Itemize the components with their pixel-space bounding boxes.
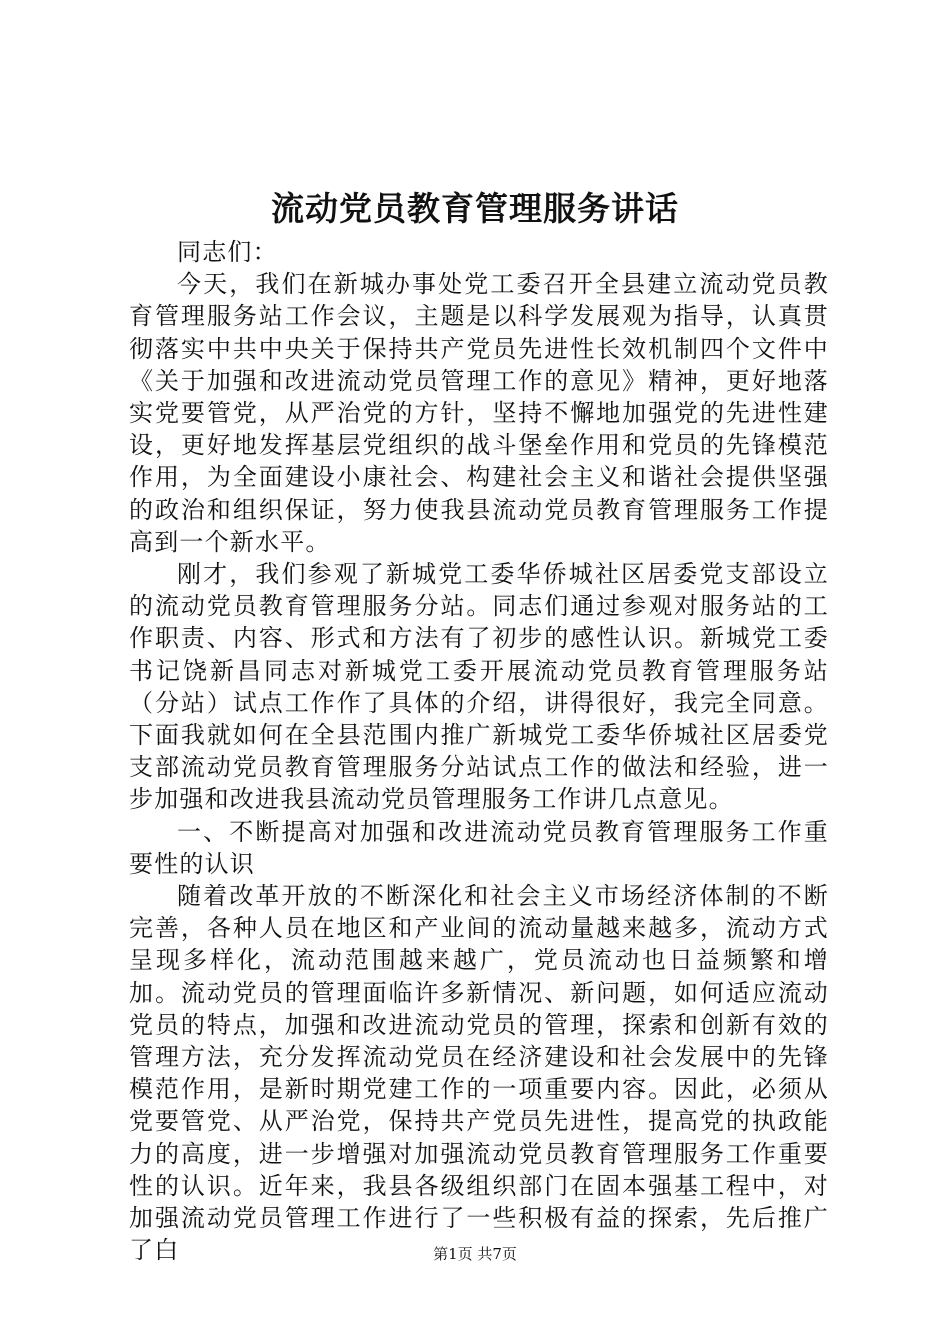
body-paragraph: 刚才，我们参观了新城党工委华侨城社区居委党支部设立的流动党员教育管理服务分站。同志们通过参观对服务站的工作职责、内容、形式和方法有了初步的感性认识。新城党工委书记饶新昌同志对新城党工委开展流动党员教育管理服务站（分站）试点工作作了具体的介绍，讲得很好，我完全同意。下面我就如何在全县范围内推广新城党工委华侨城社区居委党支部流动党员教育管理服务分站试点工作的做法和经验，进一步加强和改进我县流动党员管理服务工作讲几点意见。 (129, 560, 829, 814)
document-body (129, 236, 829, 1267)
page-number-footer: 第1页 共7页 (433, 1245, 517, 1263)
body-paragraph: 随着改革开放的不断深化和社会主义市场经济体制的不断完善，各种人员在地区和产业间的流动量越来越多，流动方式呈现多样化，流动范围越来越广，党员流动也日益频繁和增加。流动党员的管理面临许多新情况、新问题，如何适应流动党员的特点，加强和改进流动党员的管理，探索和创新有效的管理方法，充分发挥流动党员在经济建设和社会发展中的先锋模范作用，是新时期党建工作的一项重要内容。因此，必须从党要管党、从严治党，保持共产党员先进性，提高党的执政能力的高度，进一步增强对加强流动党员教育管理服务工作重要性的认识。近年来，我县各级组织部门在固本强基工程中，对加强流动党员管理工作进行了一些积极有益的探索，先后推广了白 (129, 882, 829, 1265)
body-paragraph: 今天，我们在新城办事处党工委召开全县建立流动党员教育管理服务站工作会议，主题是以科学发展观为指导，认真贯彻落实中共中央关于保持共产党员先进性长效机制四个文件中《关于加强和改进流动党员管理工作的意见》精神，更好地落实党要管党，从严治党的方针，坚持不懈地加强党的先进性建设，更好地发挥基层党组织的战斗堡垒作用和党员的先锋模范作用，为全面建设小康社会、构建社会主义和谐社会提供坚强的政治和组织保证，努力使我县流动党员教育管理服务工作提高到一个新水平。 (129, 270, 829, 556)
salutation-paragraph: 同志们： (177, 238, 278, 266)
section-heading: 一、不断提高对加强和改进流动党员教育管理服务工作重要性的认识 (129, 817, 829, 878)
document-title: 流动党员教育管理服务讲话 (271, 189, 679, 228)
